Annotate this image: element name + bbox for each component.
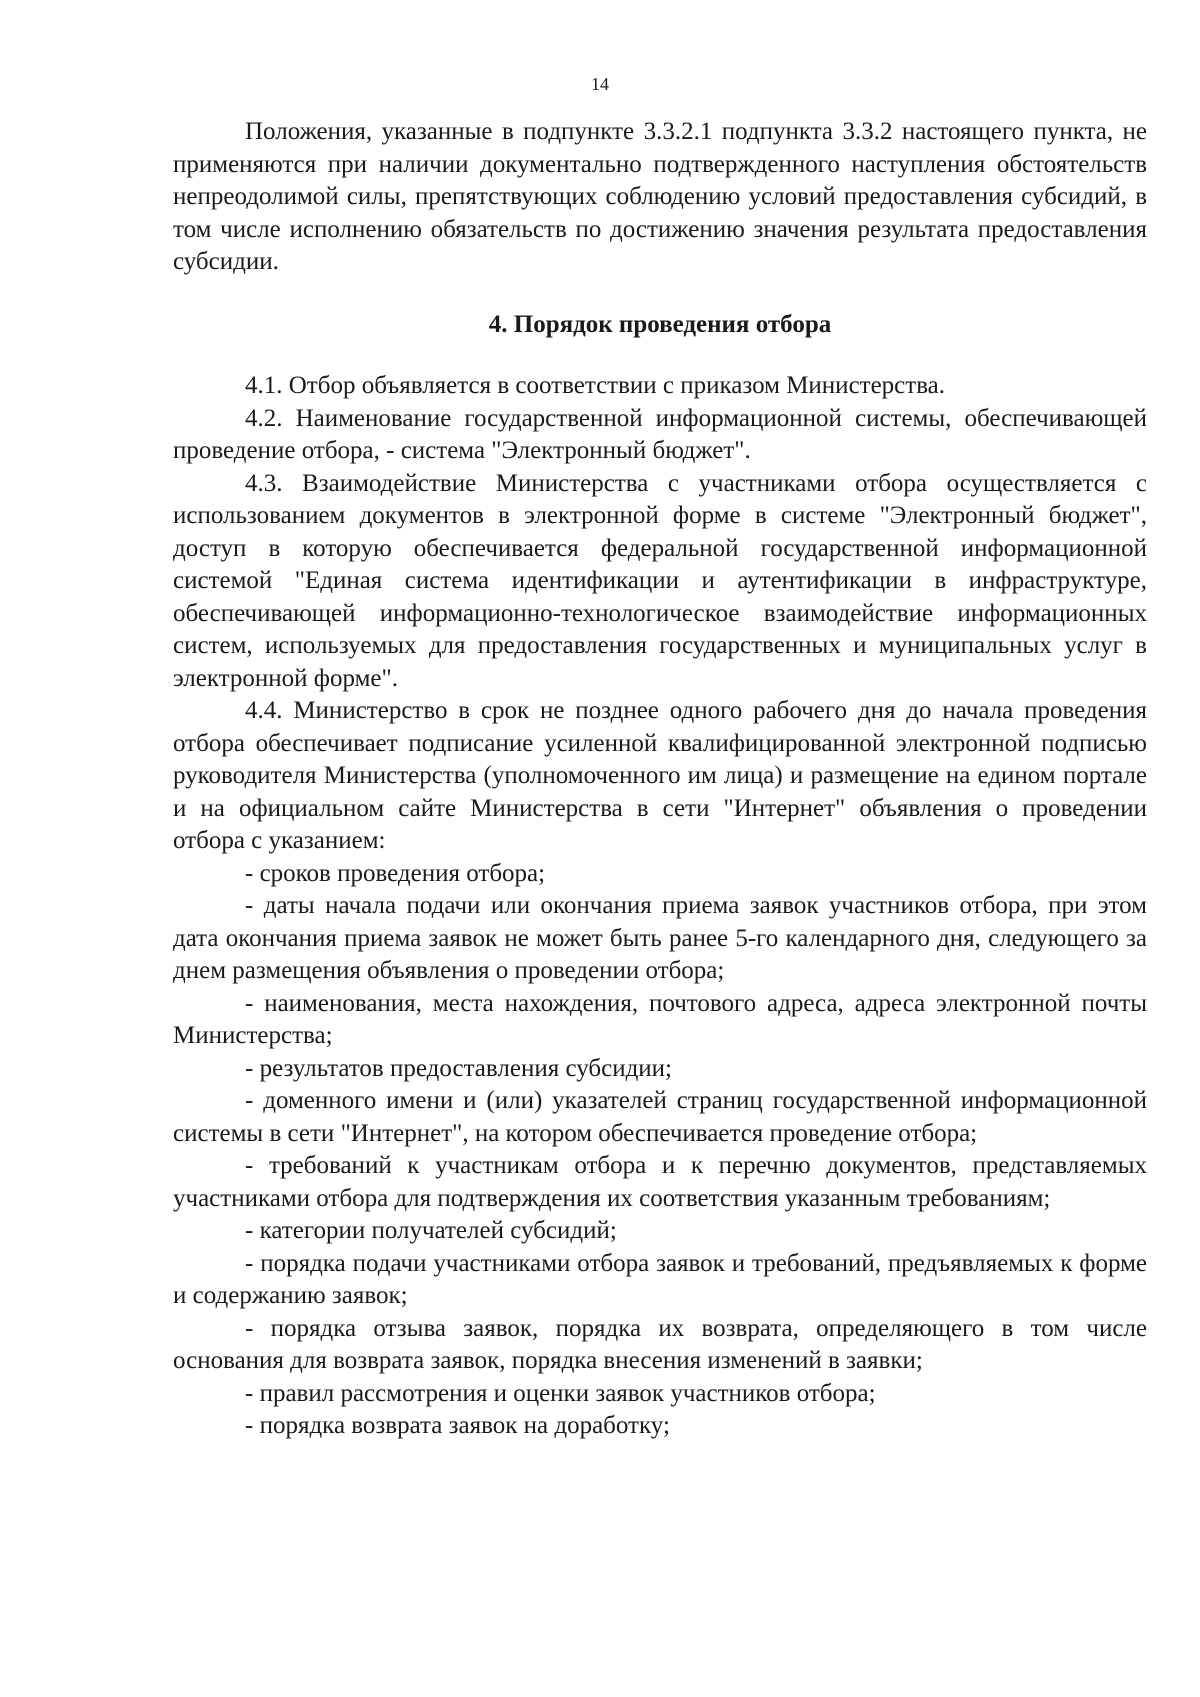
intro-paragraph: Положения, указанные в подпункте 3.3.2.1 подпункта 3.3.2 настоящего пункта, не применяются при наличии документально подтвержденного наступления обстоятельств непреодолимой силы, препятствующих соблюдению условий предоставления субсидий, в том числе исполнению обязательств по достижению значения результата предоставления субсидии. [173,118,1147,275]
page-number: 14 [591,74,609,94]
document-body [173,116,1147,1443]
paragraph-4-4: 4.4. Министерство в срок не позднее одного рабочего дня до начала проведения отбора обеспечивает подписание усиленной квалифицированной электронной подписью руководителя Министерства (уполномоченного им лица) и размещение на едином портале и на официальном сайте Министерства в сети "Интернет" объявления о проведении отбора с указанием: [173,697,1147,854]
list-item: - доменного имени и (или) указателей страниц государственной информационной системы в сети "Интернет", на котором обеспечивается проведение отбора; [173,1087,1147,1147]
list-item: - результатов предоставления субсидии; [245,1054,673,1082]
list-item: - категории получателей субсидий; [245,1217,617,1244]
paragraph-4-3: 4.3. Взаимодействие Министерства с участниками отбора осуществляется с использованием документов в электронной форме в системе "Электронный бюджет", доступ в которую обеспечивается федеральной государственной информационной системой "Единая система идентификации и аутентификации в инфраструктуре, обеспечивающей информационно-технологическое взаимодействие информационных систем, используемых для предоставления государственных и муниципальных услуг в электронной форме". [173,469,1147,692]
list-item: - порядка подачи участниками отбора заявок и требований, предъявляемых к форме и содержанию заявок; [173,1249,1147,1309]
paragraph-4-1: 4.1. Отбор объявляется в соответствии с приказом Министерства. [245,372,946,399]
list-item: - даты начала подачи или окончания приема заявок участников отбора, при этом дата окончания приема заявок не может быть ранее 5-го календарного дня, следующего за днем размещения объявления о проведении отбора; [173,892,1147,984]
list-item: - порядка отзыва заявок, порядка их возврата, определяющего в том числе основания для возврата заявок, порядка внесения изменений в заявки; [173,1314,1147,1374]
paragraph-4-2: 4.2. Наименование государственной информационной системы, обеспечивающей проведение отбора, - система "Электронный бюджет". [173,404,1147,464]
list-item: - наименования, места нахождения, почтового адреса, адреса электронной почты Министерства; [173,989,1147,1049]
list-item: - сроков проведения отбора; [245,859,546,887]
list-item: - правил рассмотрения и оценки заявок участников отбора; [245,1379,876,1407]
list-item: - требований к участникам отбора и к перечню документов, представляемых участниками отбора для подтверждения их соответствия указанным требованиям; [173,1152,1147,1212]
list-item: - порядка возврата заявок на доработку; [245,1412,670,1439]
section-heading: 4. Порядок проведения отбора [488,310,832,338]
